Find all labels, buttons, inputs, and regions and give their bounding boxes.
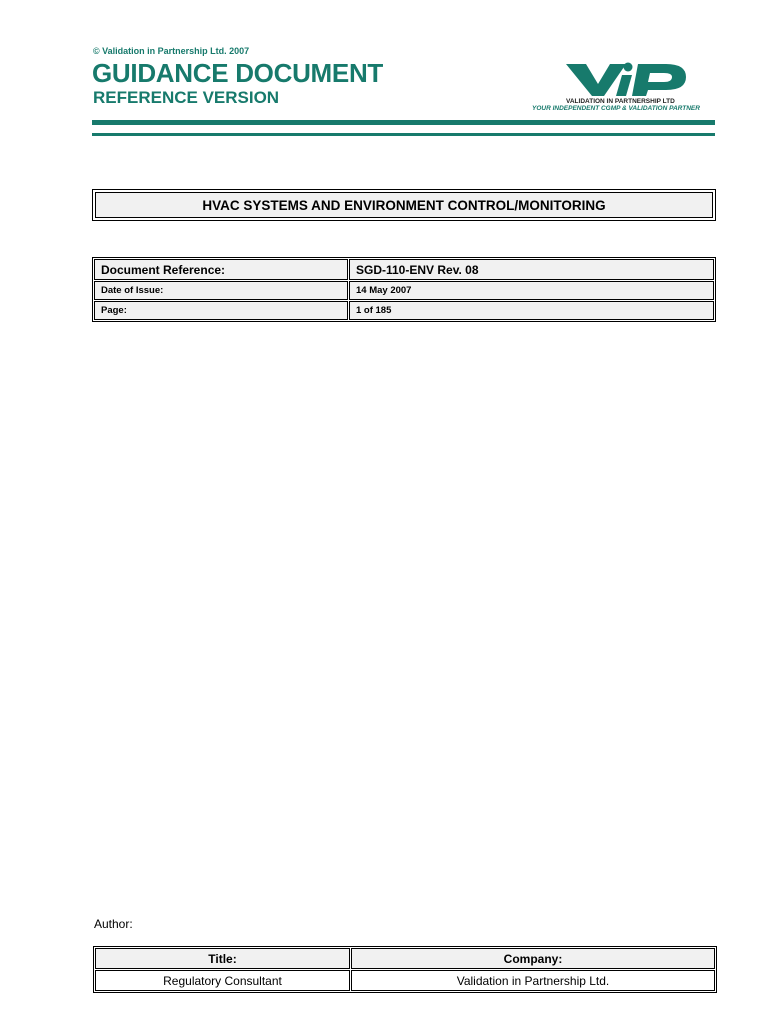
- table-row: [94, 301, 714, 320]
- table-header-row: [95, 948, 715, 969]
- document-title-box: [92, 189, 716, 221]
- date-of-issue-label: Date of Issue:: [94, 281, 348, 300]
- document-type-title: GUIDANCE DOCUMENT: [92, 58, 384, 88]
- table-row: [95, 970, 715, 991]
- header-rule-thick: [92, 120, 715, 125]
- author-company-value: Validation in Partnership Ltd.: [351, 970, 715, 991]
- document-version-subtitle: REFERENCE VERSION: [93, 88, 280, 107]
- table-row: [94, 281, 714, 300]
- logo-company-name: VALIDATION IN PARTNERSHIP LTD: [566, 98, 675, 104]
- copyright-notice: © Validation in Partnership Ltd. 2007: [93, 46, 250, 56]
- vip-logo-icon: [566, 60, 688, 100]
- author-title-header: Title:: [95, 948, 350, 969]
- page-label: Page:: [94, 301, 348, 320]
- author-label: Author:: [94, 917, 133, 931]
- page-value: 1 of 185: [349, 301, 714, 320]
- reference-value: SGD-110-ENV Rev. 08: [349, 259, 714, 280]
- author-company-header: Company:: [351, 948, 715, 969]
- document-title: HVAC SYSTEMS AND ENVIRONMENT CONTROL/MONITORING: [95, 192, 713, 218]
- date-of-issue-value: 14 May 2007: [349, 281, 714, 300]
- reference-label: Document Reference:: [94, 259, 348, 280]
- author-table: [93, 946, 717, 993]
- reference-table: [92, 257, 716, 322]
- author-title-value: Regulatory Consultant: [95, 970, 350, 991]
- table-row: [94, 259, 714, 280]
- logo-tagline: YOUR INDEPENDENT CGMP & VALIDATION PARTNER: [532, 105, 700, 112]
- company-logo: [532, 60, 718, 116]
- header-rule-thin: [92, 133, 715, 136]
